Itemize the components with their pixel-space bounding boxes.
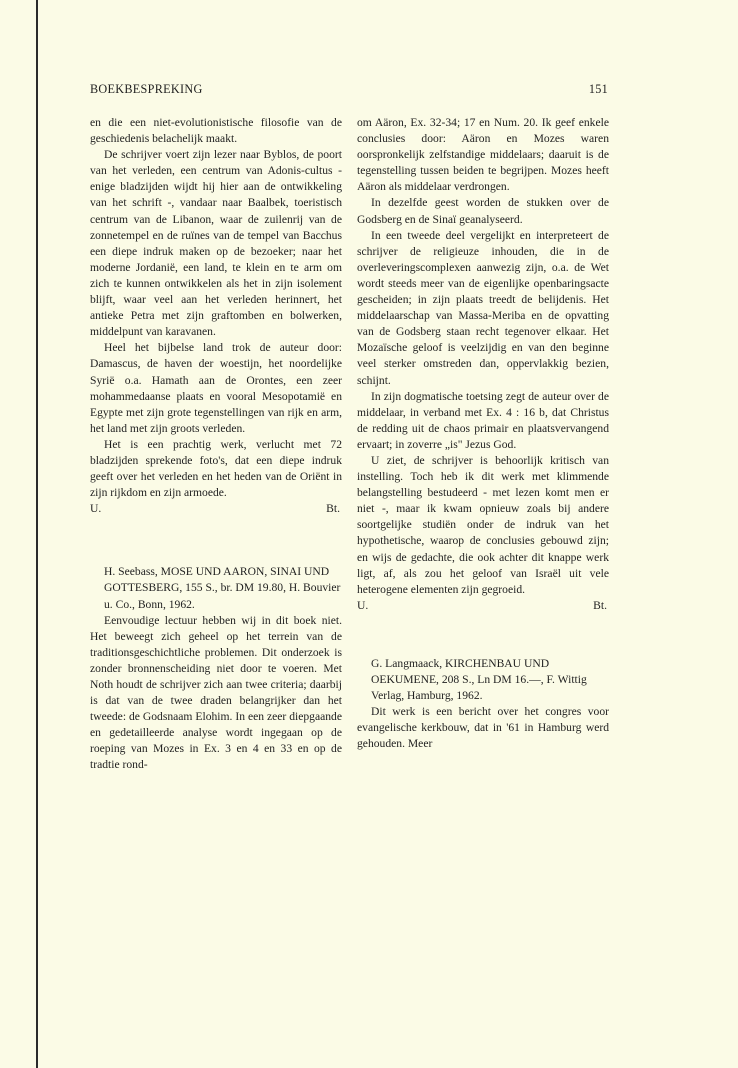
page-number: 151 [588,82,608,96]
signature-name: Bt. [593,598,607,612]
paragraph: en die een niet-evolutionistische filosofie van de geschiedenis belachelijk maakt. [90,116,342,146]
book-review-heading: H. Seebass, MOSE UND AARON, SINAI UND GOTTESBERG, 155 S., br. DM 19.80, H. Bouvier u. Co., Bonn, 1962. [104,565,341,611]
paragraph: In zijn dogmatische toetsing zegt de auteur over de middelaar, in verband met Ex. 4 : 16 b, dat Christus de redding uit de chaos primair en plaatsvervangend ervaart; in zoverre „is" Jezus God. [357,389,609,451]
paragraph: De schrijver voert zijn lezer naar Byblos, de poort van het verleden, een centrum van Adonis-cultus - enige bladzijden wijdt hij hier aan de ontwikkeling van het schrift -, vandaar naar Baalbek, toeristisch centrum van de Libanon, waar de zuilenrij van de zonnetempel en de ruïnes van de tempel van Bacchus een diepe indruk maken op de bezoeker; naar het moderne Jordanië, een land, te klein en te arm om zich te kunnen ontwikkelen als het in zijn isolement blijft, waar veel aan het verleden herinnert, het antieke Petra met zijn graftomben en bolwerken, middelpunt van karavanen. [90,148,342,339]
left-column [90,115,342,774]
signature-name: Bt. [326,502,340,516]
book-review-heading: G. Langmaack, KIRCHENBAU UND OEKUMENE, 208 S., Ln DM 16.—, F. Wittig Verlag, Hamburg, 1962. [371,656,587,703]
paragraph: In een tweede deel vergelijkt en interpreteert de schrijver de religieuze inhouden, die in de overleveringscomplexen aanwezig zijn, o.a. de Wet wordt steeds meer van de eigenlijke openbaringsacte gescheiden; in zijn plaats treedt de belijdenis. Het middelaarschap van Massa-Meriba en de opvatting van de Godsberg staan recht tegenover elkaar. Het Mozaïsche geloof is veelzijdig en van den beginne veel sterker omstreden dan, oppervlakkig bezien, schijnt. [357,228,609,387]
paragraph: Dit werk is een bericht over het congres voor evangelische kerkbouw, dat in '61 in Hamburg werd gehouden. Meer [357,705,609,751]
signature-initial: U. [357,598,369,612]
paragraph: Het is een prachtig werk, verlucht met 72 bladzijden sprekende foto's, dat een diepe indruk geeft over het verleden en het heden van de Oriënt in zijn rijkdom en zijn armoede. [90,437,342,500]
running-header [90,82,608,98]
reviewer-signature [357,598,609,614]
signature-initial: U. [90,502,102,516]
reviewer-signature [90,501,342,517]
page-left-edge-rule [36,0,38,1068]
running-title: BOEKBESPREKING [90,82,203,96]
paragraph: Eenvoudige lectuur hebben wij in dit boek niet. Het beweegt zich geheel op het terrein van de traditionsgeschichtliche problemen. Dit onderzoek is zonder bronnenscheiding niet door te voeren. Met Noth houdt de schrijver zich aan twee criteria; daarbij is dat van de twee draden belangrijker dan het tweede: de Godsnaam Elohim. In een zeer diepgaande en gedetailleerde analyse wordt ingegaan op de roeping van Mozes in Ex. 3 en 4 en 33 en op de tradtie rond- [90,613,342,772]
paragraph: In dezelfde geest worden de stukken over de Godsberg en de Sinaï geanalyseerd. [357,196,609,226]
paragraph: om Aäron, Ex. 32-34; 17 en Num. 20. Ik geef enkele conclusies door: Aäron en Mozes waren oorspronkelijk zelfstandige middelaars; daaruit is de tegenstelling tussen beiden te begrijpen. Mozes heeft Aäron als middelaar verdrongen. [357,116,609,194]
right-column [357,115,609,752]
paragraph: Heel het bijbelse land trok de auteur door: Damascus, de haven der woestijn, het noordelijke Syrië o.a. Hamath aan de Orontes, een zeer mohammedaanse plaats en vooral Mesopotamië en Egypte met zijn grote tegenstellingen van rijk en arm, het land met zijn groots verleden. [90,341,342,435]
paragraph: U ziet, de schrijver is behoorlijk kritisch van instelling. Toch heb ik dit werk met klimmende belangstelling bestudeerd - met lezen komt men er niet -, maar ik kwam opnieuw zoals bij andere soortgelijke studiën onder de indruk van het hypothetische, waarop de conclusies gebouwd zijn; en wijs de gedachte, die ook achter dit knappe werk ligt, af, als zou het geloof van Israël uit vele heterogene elementen zijn gegroeid. [357,453,609,596]
